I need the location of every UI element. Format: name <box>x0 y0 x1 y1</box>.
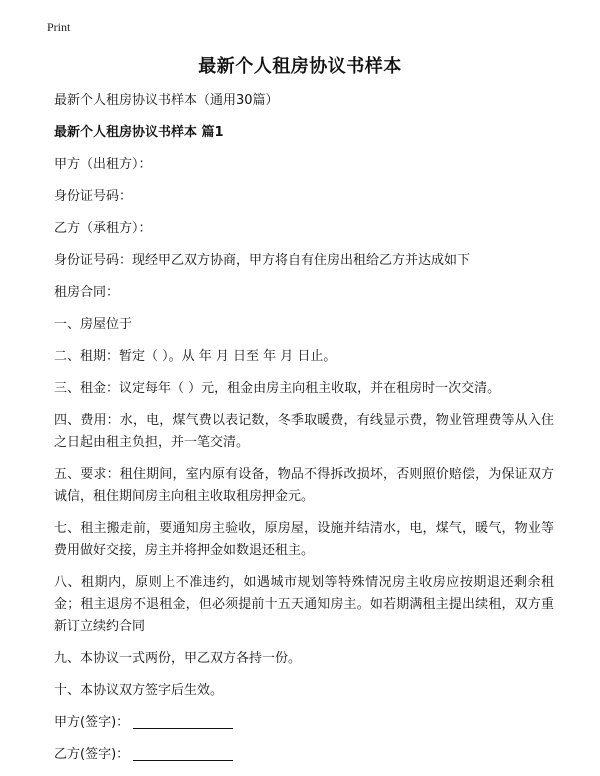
document-body <box>54 90 554 776</box>
document-title: 最新个人租房协议书样本 <box>198 56 402 77</box>
contract-intro: 租房合同： <box>54 285 120 300</box>
print-link[interactable]: Print <box>47 20 71 34</box>
party-b-id-line: 身份证号码：现经甲乙双方协商，甲方将自有住房出租给乙方并达成如下 <box>54 253 471 268</box>
clause-9: 九、本协议一式两份，甲乙双方各持一份。 <box>54 651 302 666</box>
signature-party-a-label: 甲方(签字)： <box>54 715 130 730</box>
section-heading: 最新个人租房协议书样本 篇1 <box>54 125 224 140</box>
clause-10: 十、本协议双方签字后生效。 <box>54 683 224 698</box>
party-a-line: 甲方（出租方）： <box>54 157 152 172</box>
document-subtitle: 最新个人租房协议书样本（通用30篇） <box>54 93 279 108</box>
signature-party-a <box>54 712 554 734</box>
clause-5: 五、要求：租住期间，室内原有设备，物品不得拆改损坏，否则照价赔偿，为保证双方诚信，租住期间房主向租主收取租房押金元。 <box>54 467 554 504</box>
clause-3: 三、租金：议定每年（ ）元，租金由房主向租主收取，并在租房时一次交清。 <box>54 381 501 396</box>
party-b-line: 乙方（承租方）： <box>54 221 152 236</box>
clause-1: 一、房屋位于 <box>54 317 133 332</box>
signature-party-b-label: 乙方(签字)： <box>54 747 130 762</box>
clause-7: 七、租主搬走前，要通知房主验收，原房屋，设施并结清水，电，煤气，暖气，物业等费用做好交接，房主并将押金如数退还租主。 <box>54 521 554 558</box>
clause-2: 二、租期：暂定（ ）。从 年 月 日至 年 月 日止。 <box>54 349 337 364</box>
party-a-id-line: 身份证号码： <box>54 189 133 204</box>
signature-party-b-line <box>133 746 233 761</box>
clause-4: 四、费用：水，电，煤气费以表记数，冬季取暖费，有线显示费，物业管理费等从入住之日起由租主负担，并一笔交清。 <box>54 413 554 450</box>
clause-8: 八、租期内，原则上不准违约，如遇城市规划等特殊情况房主收房应按期退还剩余租金；租主退房不退租金，但必须提前十五天通知房主。如若期满租主提出续租，双方重新订立续约合同 <box>54 575 554 634</box>
signature-party-b <box>54 744 554 766</box>
signature-party-a-line <box>133 714 233 729</box>
